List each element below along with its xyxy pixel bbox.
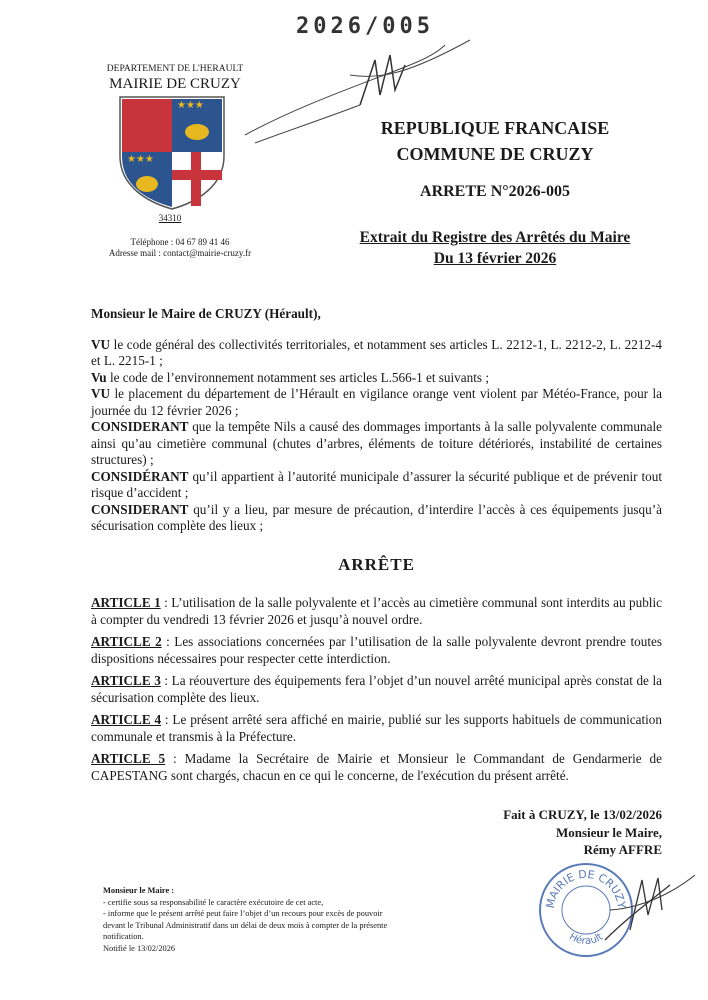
signature-role: Monsieur le Maire,: [555, 824, 662, 840]
document-body: [91, 306, 662, 790]
phone-number: Téléphone : 04 67 89 41 46: [130, 237, 230, 247]
mayor-signature-bottom: [600, 870, 700, 950]
consideration-item: Vu le code de l’environnement notamment ses articles L.566-1 et suivants ;: [91, 369, 489, 385]
article-2: ARTICLE 2 : Les associations concernées par l’utilisation de la salle polyvalente devront prendre toutes dispositions nécessaires pour respecter cette interdiction.: [91, 634, 662, 666]
mairie-label: MAIRIE DE CRUZY: [109, 76, 241, 92]
article-3: ARTICLE 3 : La réouverture des équipements fera l’objet d’un nouvel arrêté municipal après constat de la sécurisation complète des lieux.: [91, 673, 662, 705]
consideration-item: CONSIDÉRANT qu’il appartient à l’autorité municipale d’assurer la sécurité publique et de prévenir tout risque d’accident ;: [91, 468, 662, 500]
signature-name: Rémy AFFRE: [583, 842, 662, 857]
notes-line: - certifie sous sa responsabilité le caractère exécutoire de cet acte,: [103, 897, 324, 907]
svg-text:★★★: ★★★: [177, 100, 204, 111]
svg-text:Hérault: Hérault: [567, 931, 605, 948]
republic-heading: REPUBLIQUE FRANCAISE: [380, 118, 610, 138]
article-4: ARTICLE 4 : Le présent arrêté sera affiché en mairie, publié sur les supports habituels de communication communale et transmis à la Préfecture.: [91, 712, 662, 744]
notes-title: Monsieur le Maire :: [103, 886, 175, 895]
department-label: DEPARTEMENT DE L'HERAULT: [106, 64, 244, 74]
coat-of-arms-icon: [117, 94, 227, 212]
arrete-number: ARRETE N°2026-005: [420, 183, 570, 200]
postal-code: 34310: [158, 213, 182, 223]
consideration-item: VU le placement du département de l’Hérault en vigilance orange vent violent par Météo-France, pour la journée du 12 février 2026 ;: [91, 386, 662, 418]
registration-stamp-number: 2026/005: [296, 14, 434, 39]
consideration-item: CONSIDERANT que la tempête Nils a causé des dommages importants à la salle polyvalente communale ainsi qu’au cimetière communal (chutes d’arbres, éléments de toiture détériorés, instabilité de certaines structures) ;: [91, 419, 662, 467]
arrete-heading: ARRÊTE: [338, 554, 415, 574]
notes-line: Notifié le 13/02/2026: [103, 943, 176, 953]
article-5: ARTICLE 5 : Madame la Secrétaire de Mairie et Monsieur le Commandant de Gendarmerie de CAPESTANG sont chargés, chacun en ce qui le concerne, de l'exécution du présent arrêté.: [91, 751, 662, 783]
arrete-date: Du 13 février 2026: [433, 250, 557, 267]
consideration-item: CONSIDERANT qu’il y a lieu, par mesure de précaution, d’interdire l’accès à ces équipements jusqu’à sécurisation complète des lieux ;: [91, 501, 662, 533]
email-address: Adresse mail : contact@mairie-cruzy.fr: [108, 248, 252, 258]
legal-notes: [103, 885, 403, 954]
commune-heading: COMMUNE DE CRUZY: [396, 144, 594, 164]
signature-place-date: Fait à CRUZY, le 13/02/2026: [503, 807, 662, 822]
svg-text:★★★: ★★★: [127, 154, 154, 165]
register-extract-title: Extrait du Registre des Arrêtés du Maire: [359, 229, 631, 246]
svg-text:MAIRIE DE CRUZY: MAIRIE DE CRUZY: [543, 867, 629, 910]
notes-line: - informe que le présent arrêté peut faire l’objet d’un recours pour excès de pouvoir devant le Tribunal Administratif dans un délai de deux mois à compter de la présente notification.: [103, 909, 388, 941]
intro-line: Monsieur le Maire de CRUZY (Hérault),: [91, 306, 321, 321]
signature-block: [430, 806, 662, 859]
article-1: ARTICLE 1 : L’utilisation de la salle polyvalente et l’accès au cimetière communal sont interdits au public à compter du vendredi 13 février 2026 et jusqu’à nouvel ordre.: [91, 595, 662, 627]
consideration-item: VU le code général des collectivités territoriales, et notamment ses articles L. 2212-1, L. 2212-2, L. 2212-4 et L. 2215-1 ;: [91, 336, 662, 368]
